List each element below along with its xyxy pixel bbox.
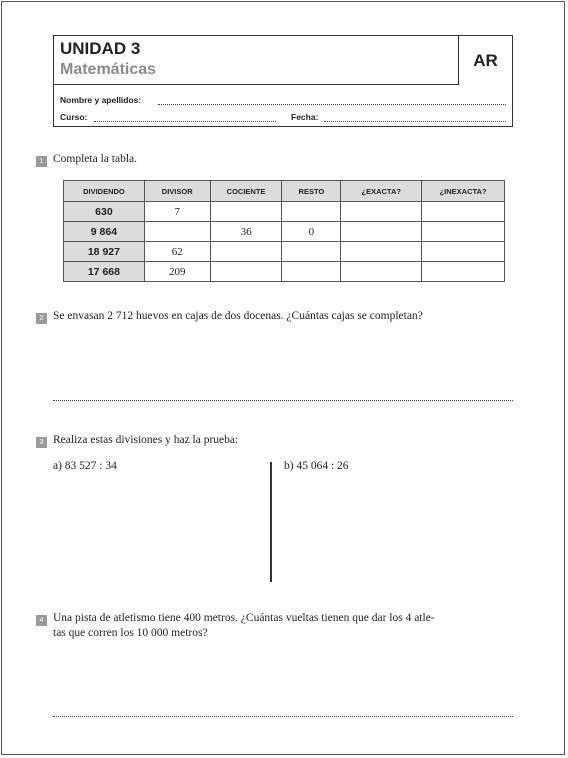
table-cell[interactable] [282, 202, 341, 222]
course-label: Curso: [60, 112, 88, 122]
table-row [64, 202, 505, 222]
table-cell[interactable] [422, 202, 505, 222]
division-a: a) 83 527 : 34 [53, 460, 117, 472]
subject-title: Matemáticas [60, 61, 157, 78]
worksheet-header [53, 35, 513, 127]
course-field[interactable] [94, 121, 276, 122]
table-row [64, 262, 505, 282]
table-cell[interactable] [341, 242, 422, 262]
table-cell: 62 [144, 242, 210, 262]
table-row [64, 222, 505, 242]
table-cell[interactable] [210, 202, 282, 222]
column-header: DIVISOR [144, 181, 210, 202]
exercise-1-text: Completa la tabla. [53, 153, 137, 165]
column-header: ¿INEXACTA? [422, 181, 505, 202]
column-header: COCIENTE [210, 181, 282, 202]
table-cell[interactable] [282, 242, 341, 262]
table-cell[interactable] [210, 262, 282, 282]
name-label: Nombre y apellidos: [60, 95, 142, 105]
table-cell[interactable] [282, 262, 341, 282]
date-field[interactable] [324, 121, 506, 122]
answer-line-2[interactable] [53, 400, 513, 401]
exercise-4-text-line-2: tas que corren los 10 000 metros? [53, 627, 208, 639]
column-header: ¿EXACTA? [341, 181, 422, 202]
exercise-number-2: 2 [36, 313, 47, 324]
table-cell[interactable] [341, 222, 422, 242]
unit-title: UNIDAD 3 [60, 39, 141, 58]
unit-box [54, 36, 459, 85]
table-cell: 630 [64, 202, 145, 222]
table-cell[interactable] [341, 262, 422, 282]
division-table [63, 180, 505, 282]
table-cell[interactable] [422, 222, 505, 242]
name-field[interactable] [158, 104, 506, 105]
table-cell[interactable] [144, 222, 210, 242]
exercise-3-text: Realiza estas divisiones y haz la prueba: [53, 434, 239, 446]
table-cell: 36 [210, 222, 282, 242]
table-cell: 0 [282, 222, 341, 242]
table-cell: 18 927 [64, 242, 145, 262]
column-header: DIVIDENDO [64, 181, 145, 202]
exercise-number-1: 1 [36, 156, 47, 167]
exercise-2-text: Se envasan 2 712 huevos en cajas de dos docenas. ¿Cuántas cajas se completan? [53, 310, 423, 322]
table-cell: 9 864 [64, 222, 145, 242]
exercise-number-4: 4 [36, 615, 47, 626]
worksheet-code: AR [473, 50, 498, 70]
table-header-row [64, 181, 505, 202]
table-cell[interactable] [341, 202, 422, 222]
table-cell: 7 [144, 202, 210, 222]
date-label: Fecha: [291, 112, 319, 122]
division-b: b) 45 064 : 26 [284, 460, 349, 472]
table-cell[interactable] [210, 242, 282, 262]
table-cell[interactable] [422, 242, 505, 262]
table-cell: 209 [144, 262, 210, 282]
column-divider [270, 462, 272, 582]
exercise-4-text-line-1: Una pista de atletismo tiene 400 metros. ¿Cuántas vueltas tienen que dar los 4 atle- [53, 612, 435, 624]
table-cell[interactable] [422, 262, 505, 282]
answer-line-4[interactable] [53, 716, 513, 717]
column-header: RESTO [282, 181, 341, 202]
exercise-number-3: 3 [36, 437, 47, 448]
table-row [64, 242, 505, 262]
table-cell: 17 668 [64, 262, 145, 282]
